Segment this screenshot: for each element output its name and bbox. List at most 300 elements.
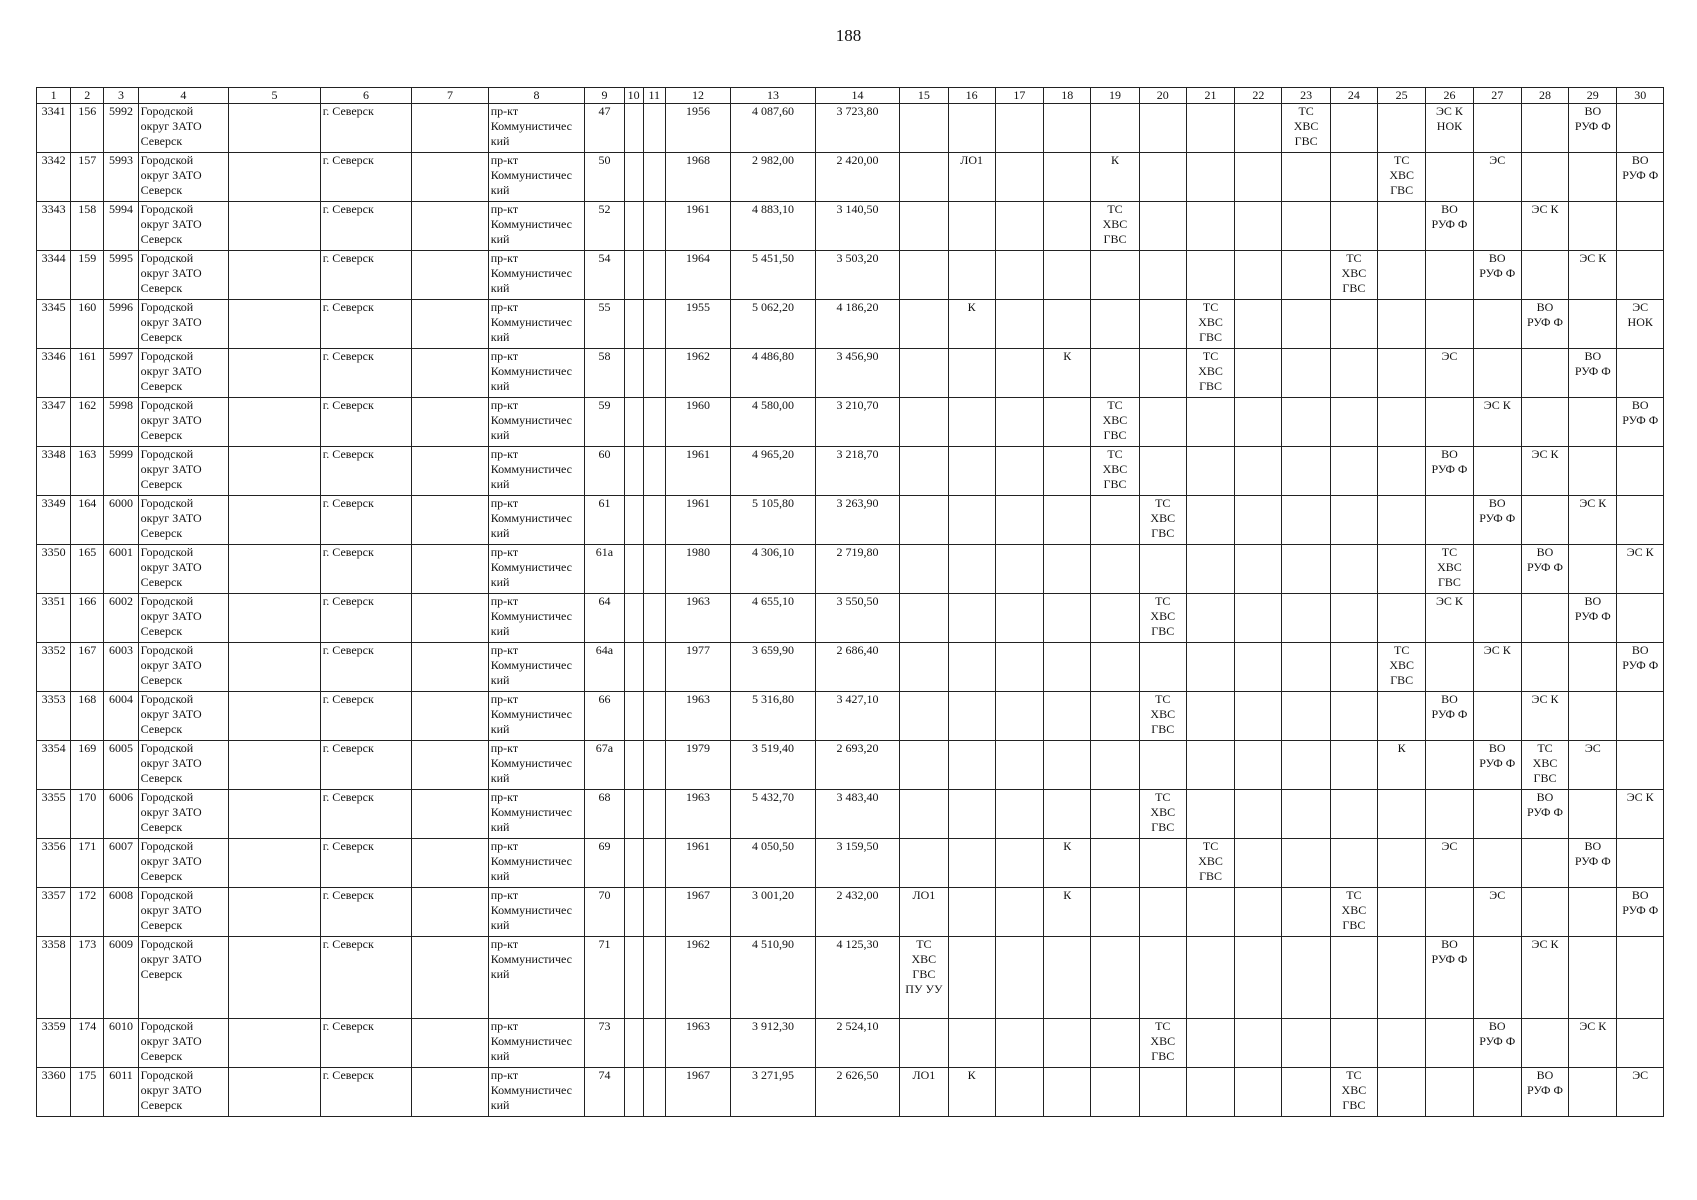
table-cell-col-30 [1617,251,1664,300]
table-cell-col-17 [995,937,1043,1019]
table-cell-col-4: Городской округ ЗАТО Северск [138,1068,229,1117]
table-cell-col-23 [1282,496,1330,545]
table-cell-col-2: 166 [71,594,104,643]
table-cell-col-4: Городской округ ЗАТО Северск [138,349,229,398]
table-cell-col-17 [995,153,1043,202]
table-cell-col-10 [624,790,643,839]
table-cell-col-20 [1139,888,1186,937]
table-cell-col-8: пр-кт Коммунистичес кий [488,349,585,398]
table-cell-col-1: 3350 [37,545,71,594]
table-cell-col-26: ВО РУФ Ф [1426,937,1473,1019]
table-cell-col-16 [948,594,995,643]
table-cell-col-2: 156 [71,104,104,153]
table-cell-col-10 [624,153,643,202]
table-cell-col-20 [1139,202,1186,251]
table-cell-col-1: 3343 [37,202,71,251]
column-number: 1 [37,88,71,104]
table-cell-col-26: ЭС [1426,349,1473,398]
table-cell-col-29 [1569,447,1617,496]
table-cell-col-17 [995,202,1043,251]
table-cell-col-30 [1617,1019,1664,1068]
table-cell-col-5 [229,594,321,643]
table-cell-col-2: 174 [71,1019,104,1068]
table-cell-col-12: 1963 [665,790,730,839]
page-number: 188 [835,26,862,45]
table-cell-col-14: 3 483,40 [815,790,900,839]
table-cell-col-25 [1378,1019,1426,1068]
table-cell-col-20 [1139,1068,1186,1117]
table-cell-col-24 [1330,496,1377,545]
table-cell-col-15 [900,594,948,643]
table-cell-col-10 [624,839,643,888]
table-cell-col-4: Городской округ ЗАТО Северск [138,1019,229,1068]
table-cell-col-1: 3345 [37,300,71,349]
table-cell-col-22 [1235,692,1282,741]
table-row [37,349,1664,398]
table-cell-col-9: 58 [585,349,624,398]
table-cell-col-12: 1962 [665,937,730,1019]
table-cell-col-29: ВО РУФ Ф [1569,594,1617,643]
table-cell-col-22 [1235,300,1282,349]
column-number: 15 [900,88,948,104]
table-cell-col-29: ВО РУФ Ф [1569,349,1617,398]
table-cell-col-24 [1330,447,1377,496]
table-cell-col-21: ТС ХВС ГВС [1186,839,1234,888]
table-cell-col-19 [1091,1068,1139,1117]
table-cell-col-23 [1282,937,1330,1019]
table-cell-col-7 [412,202,488,251]
table-cell-col-9: 61 [585,496,624,545]
table-cell-col-29 [1569,202,1617,251]
table-cell-col-14: 3 456,90 [815,349,900,398]
table-cell-col-26: ВО РУФ Ф [1426,447,1473,496]
table-cell-col-18 [1044,1019,1091,1068]
table-cell-col-26: ВО РУФ Ф [1426,202,1473,251]
table-cell-col-26 [1426,1068,1473,1117]
table-cell-col-27 [1473,594,1521,643]
table-cell-col-18 [1044,643,1091,692]
table-cell-col-6: г. Северск [320,349,412,398]
table-cell-col-5 [229,300,321,349]
table-cell-col-2: 167 [71,643,104,692]
column-number: 27 [1473,88,1521,104]
table-cell-col-9: 60 [585,447,624,496]
table-cell-col-28: ВО РУФ Ф [1521,1068,1568,1117]
table-cell-col-1: 3354 [37,741,71,790]
table-cell-col-12: 1963 [665,692,730,741]
table-cell-col-1: 3349 [37,496,71,545]
table-cell-col-9: 64а [585,643,624,692]
table-cell-col-29: ЭС К [1569,1019,1617,1068]
table-cell-col-21 [1186,594,1234,643]
table-cell-col-16 [948,104,995,153]
table-cell-col-10 [624,447,643,496]
table-cell-col-13: 3 001,20 [731,888,816,937]
table-cell-col-14: 2 686,40 [815,643,900,692]
table-cell-col-17 [995,741,1043,790]
table-cell-col-16 [948,496,995,545]
table-cell-col-5 [229,937,321,1019]
table-row [37,1068,1664,1117]
table-cell-col-13: 5 062,20 [731,300,816,349]
table-cell-col-18: К [1044,349,1091,398]
table-cell-col-11 [643,741,665,790]
table-cell-col-24 [1330,937,1377,1019]
table-cell-col-19 [1091,251,1139,300]
table-cell-col-29 [1569,790,1617,839]
table-cell-col-2: 169 [71,741,104,790]
table-cell-col-7 [412,153,488,202]
table-cell-col-17 [995,888,1043,937]
table-cell-col-21 [1186,251,1234,300]
table-cell-col-22 [1235,349,1282,398]
table-cell-col-16 [948,398,995,447]
table-cell-col-14: 3 550,50 [815,594,900,643]
table-cell-col-28: ЭС К [1521,937,1568,1019]
table-cell-col-10 [624,1068,643,1117]
table-cell-col-29: ЭС К [1569,251,1617,300]
table-cell-col-15: ЛО1 [900,888,948,937]
table-cell-col-29 [1569,692,1617,741]
table-cell-col-3: 6007 [104,839,138,888]
table-cell-col-22 [1235,888,1282,937]
table-cell-col-5 [229,545,321,594]
table-cell-col-25 [1378,300,1426,349]
table-cell-col-13: 3 659,90 [731,643,816,692]
table-cell-col-24 [1330,594,1377,643]
table-cell-col-28 [1521,594,1568,643]
table-cell-col-4: Городской округ ЗАТО Северск [138,398,229,447]
table-cell-col-8: пр-кт Коммунистичес кий [488,643,585,692]
table-cell-col-10 [624,594,643,643]
table-cell-col-26 [1426,300,1473,349]
table-cell-col-2: 158 [71,202,104,251]
table-cell-col-16 [948,839,995,888]
table-cell-col-28: ВО РУФ Ф [1521,300,1568,349]
table-cell-col-20 [1139,153,1186,202]
table-cell-col-11 [643,104,665,153]
table-cell-col-11 [643,692,665,741]
table-cell-col-14: 3 140,50 [815,202,900,251]
table-cell-col-27 [1473,349,1521,398]
table-cell-col-27 [1473,1068,1521,1117]
table-cell-col-17 [995,1019,1043,1068]
table-cell-col-21 [1186,937,1234,1019]
table-cell-col-22 [1235,643,1282,692]
table-cell-col-10 [624,398,643,447]
table-cell-col-25 [1378,692,1426,741]
table-cell-col-19 [1091,888,1139,937]
table-cell-col-2: 173 [71,937,104,1019]
column-number: 26 [1426,88,1473,104]
table-cell-col-19 [1091,643,1139,692]
table-cell-col-24 [1330,692,1377,741]
table-cell-col-1: 3348 [37,447,71,496]
table-cell-col-13: 4 306,10 [731,545,816,594]
table-cell-col-20: ТС ХВС ГВС [1139,692,1186,741]
table-cell-col-6: г. Северск [320,153,412,202]
table-cell-col-9: 52 [585,202,624,251]
table-cell-col-25 [1378,447,1426,496]
table-cell-col-3: 5993 [104,153,138,202]
table-cell-col-1: 3352 [37,643,71,692]
table-cell-col-10 [624,496,643,545]
table-cell-col-5 [229,692,321,741]
table-cell-col-14: 3 159,50 [815,839,900,888]
column-number: 30 [1617,88,1664,104]
table-cell-col-3: 6006 [104,790,138,839]
table-cell-col-10 [624,888,643,937]
table-cell-col-15 [900,1019,948,1068]
table-cell-col-1: 3351 [37,594,71,643]
column-number: 25 [1378,88,1426,104]
table-cell-col-7 [412,1019,488,1068]
table-cell-col-24 [1330,545,1377,594]
table-cell-col-26 [1426,643,1473,692]
table-cell-col-17 [995,1068,1043,1117]
table-cell-col-13: 5 105,80 [731,496,816,545]
table-cell-col-24 [1330,790,1377,839]
table-cell-col-18 [1044,251,1091,300]
column-number: 7 [412,88,488,104]
table-cell-col-11 [643,300,665,349]
table-cell-col-28: ЭС К [1521,447,1568,496]
table-cell-col-3: 5992 [104,104,138,153]
table-cell-col-8: пр-кт Коммунистичес кий [488,1019,585,1068]
table-cell-col-6: г. Северск [320,447,412,496]
column-number: 11 [643,88,665,104]
table-cell-col-9: 73 [585,1019,624,1068]
table-cell-col-13: 4 050,50 [731,839,816,888]
table-cell-col-30: ЭС К [1617,545,1664,594]
table-cell-col-3: 6001 [104,545,138,594]
table-cell-col-18 [1044,1068,1091,1117]
table-cell-col-4: Городской округ ЗАТО Северск [138,496,229,545]
table-cell-col-23 [1282,349,1330,398]
table-row [37,300,1664,349]
table-cell-col-7 [412,1068,488,1117]
table-cell-col-19 [1091,300,1139,349]
table-cell-col-28 [1521,398,1568,447]
table-cell-col-3: 6002 [104,594,138,643]
table-cell-col-29: ВО РУФ Ф [1569,839,1617,888]
table-cell-col-30 [1617,594,1664,643]
table-cell-col-6: г. Северск [320,888,412,937]
table-cell-col-15 [900,447,948,496]
table-cell-col-25 [1378,839,1426,888]
table-cell-col-17 [995,349,1043,398]
table-cell-col-12: 1961 [665,202,730,251]
table-cell-col-29: ЭС К [1569,496,1617,545]
table-cell-col-15 [900,202,948,251]
table-cell-col-23 [1282,790,1330,839]
table-cell-col-10 [624,251,643,300]
table-cell-col-11 [643,398,665,447]
table-row [37,104,1664,153]
table-cell-col-15 [900,545,948,594]
table-cell-col-24 [1330,349,1377,398]
table-cell-col-11 [643,643,665,692]
table-cell-col-6: г. Северск [320,741,412,790]
table-cell-col-4: Городской округ ЗАТО Северск [138,888,229,937]
table-cell-col-2: 175 [71,1068,104,1117]
table-cell-col-29 [1569,545,1617,594]
table-cell-col-1: 3347 [37,398,71,447]
table-cell-col-4: Городской округ ЗАТО Северск [138,643,229,692]
table-cell-col-8: пр-кт Коммунистичес кий [488,104,585,153]
table-cell-col-26 [1426,790,1473,839]
table-cell-col-17 [995,251,1043,300]
table-cell-col-27 [1473,104,1521,153]
table-cell-col-25 [1378,1068,1426,1117]
table-cell-col-17 [995,496,1043,545]
table-cell-col-30: ЭС НОК [1617,300,1664,349]
table-cell-col-12: 1955 [665,300,730,349]
table-cell-col-21 [1186,153,1234,202]
table-row [37,741,1664,790]
table-cell-col-18: К [1044,839,1091,888]
table-cell-col-10 [624,937,643,1019]
table-cell-col-13: 5 432,70 [731,790,816,839]
table-cell-col-17 [995,300,1043,349]
table-cell-col-15 [900,790,948,839]
table-cell-col-2: 164 [71,496,104,545]
table-cell-col-14: 3 210,70 [815,398,900,447]
table-cell-col-3: 5997 [104,349,138,398]
table-cell-col-16 [948,692,995,741]
table-cell-col-30 [1617,496,1664,545]
table-cell-col-25: К [1378,741,1426,790]
table-cell-col-10 [624,202,643,251]
table-row [37,202,1664,251]
table-cell-col-22 [1235,496,1282,545]
table-cell-col-29 [1569,937,1617,1019]
table-cell-col-21 [1186,545,1234,594]
table-cell-col-16 [948,349,995,398]
table-cell-col-12: 1980 [665,545,730,594]
table-cell-col-23 [1282,741,1330,790]
table-cell-col-13: 3 519,40 [731,741,816,790]
table-cell-col-9: 74 [585,1068,624,1117]
table-cell-col-30 [1617,692,1664,741]
table-cell-col-16 [948,643,995,692]
table-cell-col-13: 3 271,95 [731,1068,816,1117]
table-cell-col-2: 168 [71,692,104,741]
table-cell-col-4: Городской округ ЗАТО Северск [138,594,229,643]
table-cell-col-2: 157 [71,153,104,202]
table-cell-col-22 [1235,251,1282,300]
table-cell-col-16 [948,790,995,839]
table-cell-col-27: ЭС К [1473,398,1521,447]
table-cell-col-8: пр-кт Коммунистичес кий [488,202,585,251]
table-cell-col-19 [1091,741,1139,790]
table-cell-col-7 [412,692,488,741]
table-cell-col-24 [1330,104,1377,153]
table-cell-col-7 [412,594,488,643]
table-cell-col-2: 172 [71,888,104,937]
table-cell-col-12: 1979 [665,741,730,790]
table-cell-col-20 [1139,300,1186,349]
table-cell-col-13: 5 451,50 [731,251,816,300]
table-cell-col-23 [1282,692,1330,741]
column-number: 9 [585,88,624,104]
table-cell-col-21 [1186,104,1234,153]
table-cell-col-27 [1473,937,1521,1019]
column-number: 28 [1521,88,1568,104]
table-cell-col-18 [1044,692,1091,741]
table-cell-col-19 [1091,545,1139,594]
table-cell-col-29 [1569,1068,1617,1117]
table-row [37,937,1664,1019]
table-cell-col-25 [1378,349,1426,398]
table-cell-col-8: пр-кт Коммунистичес кий [488,790,585,839]
table-cell-col-27: ВО РУФ Ф [1473,496,1521,545]
table-cell-col-4: Городской округ ЗАТО Северск [138,251,229,300]
table-cell-col-13: 4 965,20 [731,447,816,496]
table-cell-col-8: пр-кт Коммунистичес кий [488,447,585,496]
column-number: 14 [815,88,900,104]
table-cell-col-5 [229,1068,321,1117]
table-cell-col-9: 47 [585,104,624,153]
table-cell-col-9: 61а [585,545,624,594]
table-cell-col-15 [900,104,948,153]
table-cell-col-30: ЭС [1617,1068,1664,1117]
table-cell-col-3: 5998 [104,398,138,447]
table-cell-col-12: 1962 [665,349,730,398]
column-number: 23 [1282,88,1330,104]
column-number: 19 [1091,88,1139,104]
table-cell-col-21 [1186,398,1234,447]
table-cell-col-20: ТС ХВС ГВС [1139,594,1186,643]
table-cell-col-16 [948,1019,995,1068]
table-cell-col-15 [900,153,948,202]
table-cell-col-6: г. Северск [320,251,412,300]
table-cell-col-29 [1569,398,1617,447]
table-cell-col-3: 5995 [104,251,138,300]
table-cell-col-14: 3 218,70 [815,447,900,496]
table-cell-col-13: 5 316,80 [731,692,816,741]
table-cell-col-9: 54 [585,251,624,300]
table-cell-col-23 [1282,594,1330,643]
table-cell-col-20 [1139,643,1186,692]
table-cell-col-7 [412,790,488,839]
table-cell-col-5 [229,888,321,937]
table-cell-col-4: Городской округ ЗАТО Северск [138,447,229,496]
table-cell-col-5 [229,1019,321,1068]
table-cell-col-28 [1521,1019,1568,1068]
table-cell-col-5 [229,202,321,251]
table-cell-col-29: ВО РУФ Ф [1569,104,1617,153]
table-cell-col-27: ВО РУФ Ф [1473,1019,1521,1068]
table-cell-col-8: пр-кт Коммунистичес кий [488,153,585,202]
table-cell-col-21 [1186,643,1234,692]
column-number: 17 [995,88,1043,104]
table-cell-col-3: 6005 [104,741,138,790]
table-cell-col-13: 4 883,10 [731,202,816,251]
table-cell-col-8: пр-кт Коммунистичес кий [488,741,585,790]
table-cell-col-28 [1521,251,1568,300]
table-cell-col-22 [1235,937,1282,1019]
table-cell-col-11 [643,202,665,251]
table-cell-col-14: 2 420,00 [815,153,900,202]
table-cell-col-20 [1139,545,1186,594]
table-cell-col-13: 4 087,60 [731,104,816,153]
table-cell-col-6: г. Северск [320,1019,412,1068]
table-cell-col-7 [412,545,488,594]
table-cell-col-29: ЭС [1569,741,1617,790]
table-cell-col-17 [995,545,1043,594]
table-cell-col-3: 6008 [104,888,138,937]
